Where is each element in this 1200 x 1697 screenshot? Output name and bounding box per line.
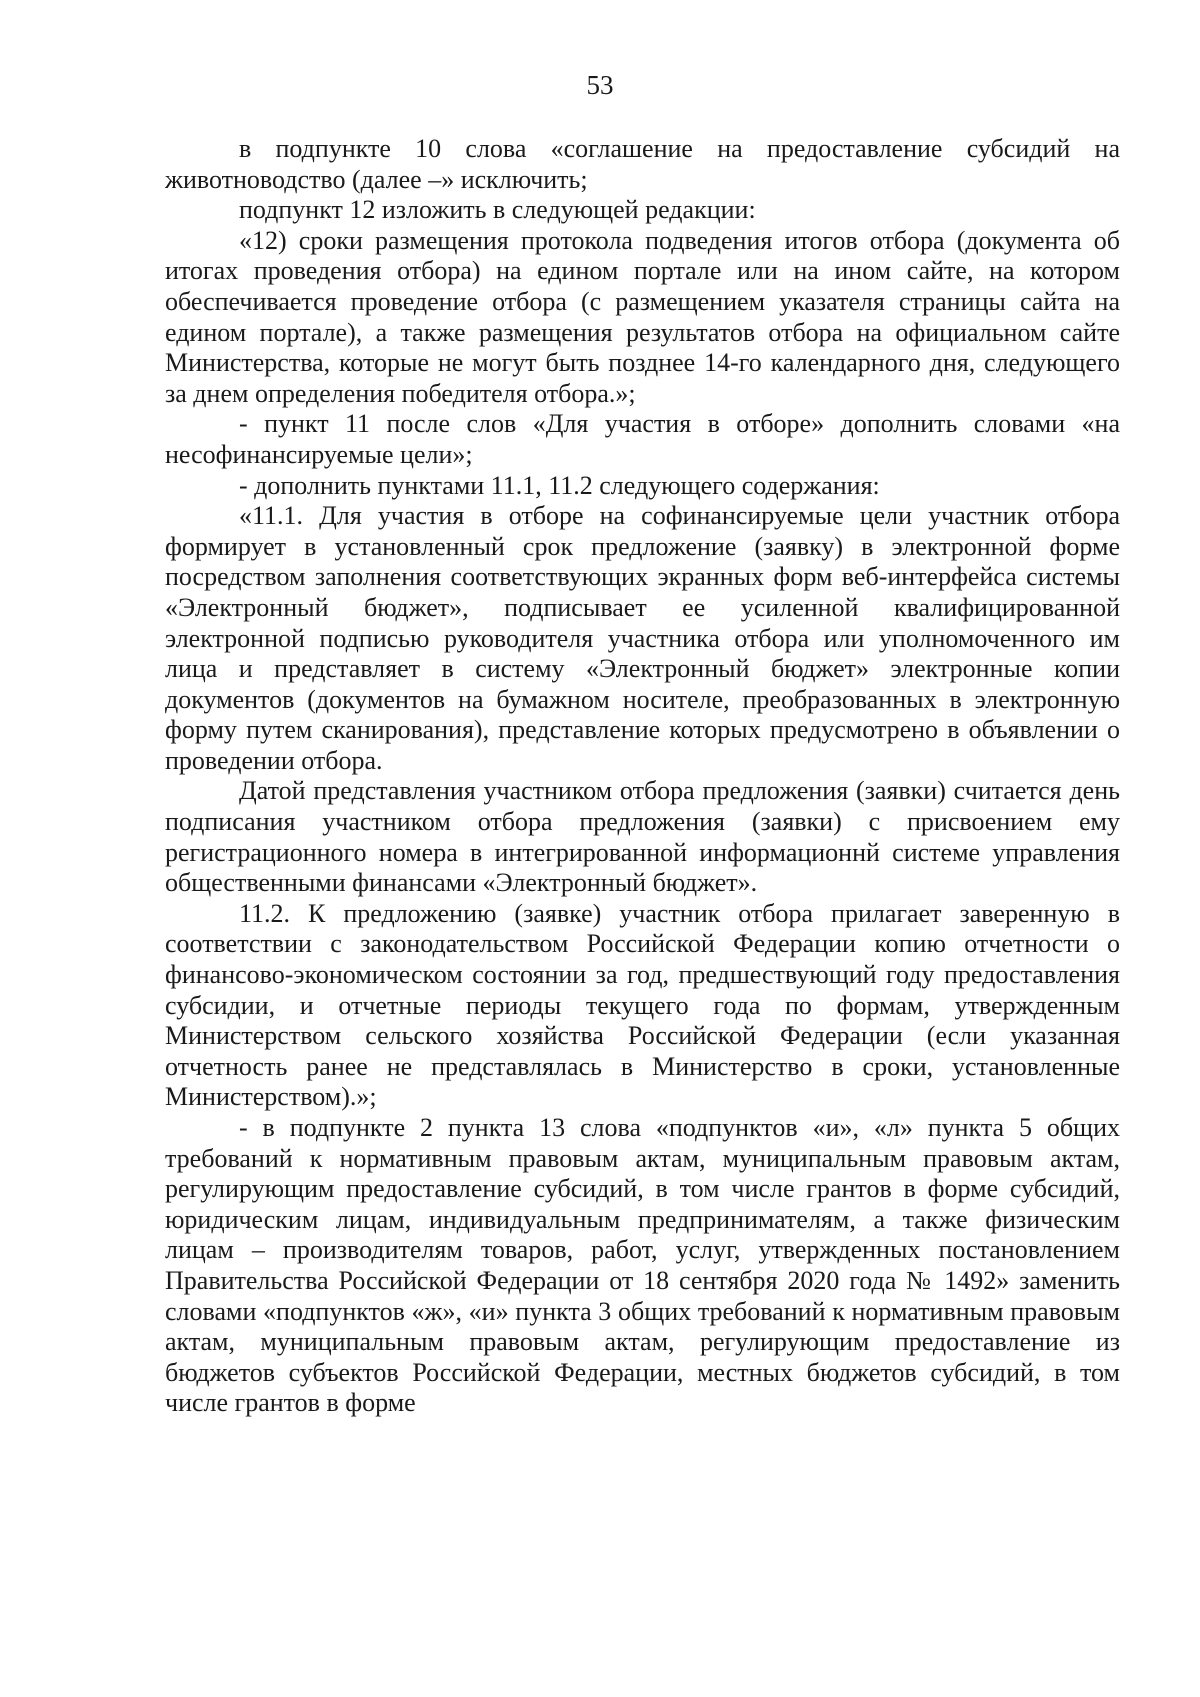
paragraph-submission-date: Датой представления участником отбора предложения (заявки) считается день подписания участником отбора предложения (заявки) с присвоением ему регистрационного номера в интегрированной информационнй системе управления общественными финансами «Электронный бюджет». (165, 776, 1120, 898)
paragraph-clause-11-1: «11.1. Для участия в отборе на софинансируемые цели участник отбора формирует в установленный срок предложение (заявку) в электронной форме посредством заполнения соответствующих экранных форм веб-интерфейса системы «Электронный бюджет», подписывает ее усиленной квалифицированной электронной подписью руководителя участника отбора или уполномоченного им лица и представляет в систему «Электронный бюджет» электронные копии документов (документов на бумажном носителе, преобразованных в электронную форму путем сканирования), представление которых предусмотрено в объявлении о проведении отбора. (165, 501, 1120, 775)
page-number: 53 (586, 70, 614, 100)
document-body (165, 134, 1120, 1419)
paragraph-subclause-12-text: «12) сроки размещения протокола подведения итогов отбора (документа об итогах проведения отбора) на едином портале или на ином сайте, на котором обеспечивается проведение отбора (с размещением указателя страницы сайта на едином портале), а также размещения результатов отбора на официальном сайте Министерства, которые не могут быть позднее 14-го календарного дня, следующего за днем определения победителя отбора.»; (165, 225, 1120, 408)
paragraph-subclause-10: в подпункте 10 слова «соглашение на предоставление субсидий на животноводство (далее –» исключить; (165, 134, 1120, 194)
paragraph-subclause-12-intro: подпункт 12 изложить в следующей редакции: (239, 195, 756, 225)
paragraph-clause-11-2: 11.2. К предложению (заявке) участник отбора прилагает заверенную в соответствии с законодательством Российской Федерации копию отчетности о финансово-экономическом состоянии за год, предшествующий году предоставления субсидии, и отчетные периоды текущего года по формам, утвержденным Министерством сельского хозяйства Российской Федерации (если указанная отчетность ранее не представлялась в Министерство в сроки, установленные Министерством).»; (165, 898, 1120, 1112)
paragraph-clause-11: - пункт 11 после слов «Для участия в отборе» дополнить словами «на несофинансируемые цели»; (165, 409, 1120, 469)
paragraph-clause-13: - в подпункте 2 пункта 13 слова «подпунктов «и», «л» пункта 5 общих требований к нормативным правовым актам, муниципальным правовым актам, регулирующим предоставление субсидий, в том числе грантов в форме субсидий, юридическим лицам, индивидуальным предпринимателям, а также физическим лицам – производителям товаров, работ, услуг, утвержденных постановлением Правительства Российской Федерации от 18 сентября 2020 года № 1492» заменить словами «подпунктов «ж», «и» пункта 3 общих требований к нормативным правовым актам, муниципальным правовым актам, регулирующим предоставление из бюджетов субъектов Российской Федерации, местных бюджетов субсидий, в том числе грантов в форме (165, 1113, 1120, 1418)
paragraph-add-clauses: - дополнить пунктами 11.1, 11.2 следующего содержания: (239, 470, 880, 500)
